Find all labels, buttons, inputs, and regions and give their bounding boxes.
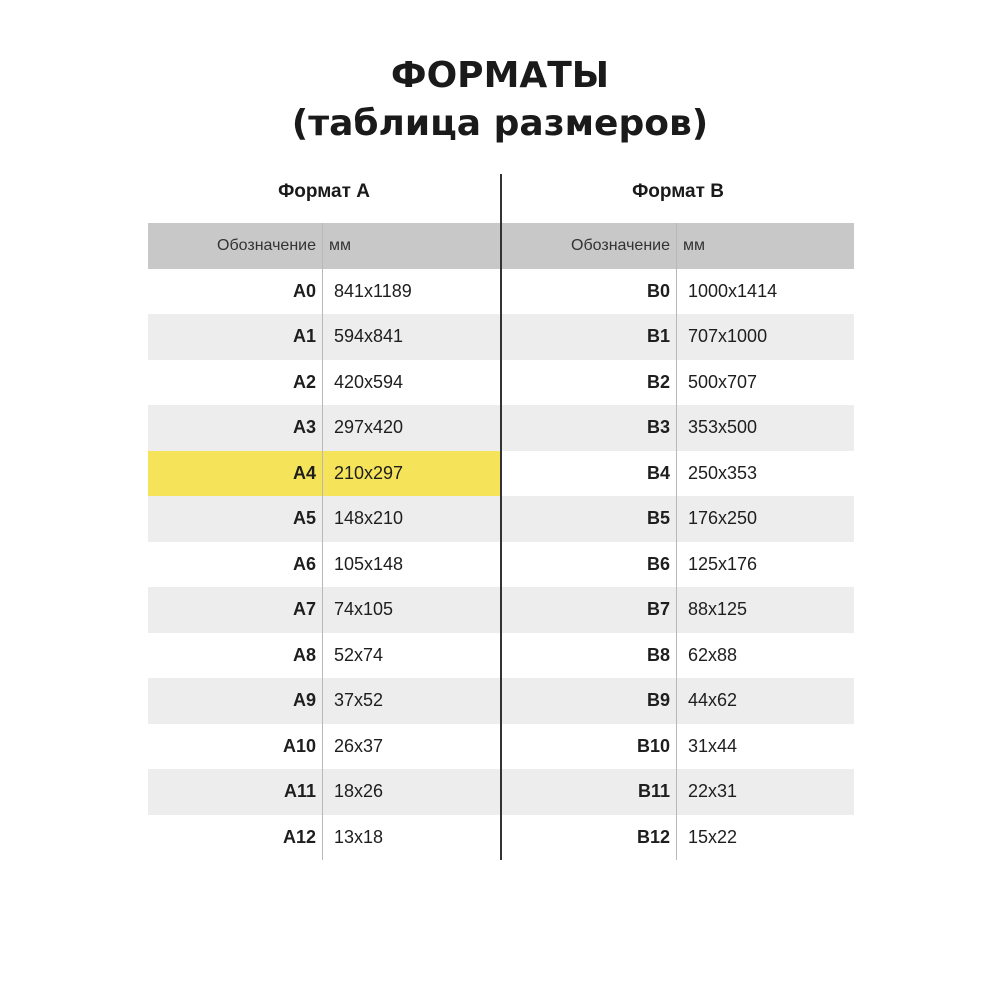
table-row: [148, 587, 500, 633]
format-name: B11: [502, 769, 677, 815]
table-row: [502, 815, 854, 861]
table-row-highlighted: [148, 451, 500, 497]
format-name: B5: [502, 496, 677, 542]
format-name: A11: [148, 769, 323, 815]
table-row: [148, 542, 500, 588]
format-name: A10: [148, 724, 323, 770]
format-size: 52x74: [334, 644, 384, 665]
format-name: B8: [502, 633, 677, 679]
format-name: A9: [148, 678, 323, 724]
table-row: [502, 405, 854, 451]
table-row: [502, 269, 854, 315]
format-name: A2: [148, 360, 323, 406]
format-name: B1: [502, 314, 677, 360]
format-name: B3: [502, 405, 677, 451]
format-size: 707x1000: [688, 326, 768, 347]
format-name: A7: [148, 587, 323, 633]
format-size: 74x105: [334, 599, 394, 620]
format-name: A1: [148, 314, 323, 360]
format-b-table: [502, 172, 854, 847]
format-name: B0: [502, 269, 677, 315]
format-size: 176x250: [688, 508, 758, 529]
format-b-heading: Формат В: [632, 181, 724, 202]
format-size: 62x88: [688, 644, 738, 665]
format-size: 420x594: [334, 371, 404, 392]
format-name: B6: [502, 542, 677, 588]
format-size: 125x176: [688, 553, 758, 574]
format-name: A6: [148, 542, 323, 588]
format-name: B2: [502, 360, 677, 406]
header-mm: мм: [329, 236, 351, 254]
format-size: 500x707: [688, 371, 758, 392]
format-size: 148x210: [334, 508, 404, 529]
table-header-row: [148, 223, 500, 269]
table-row: [502, 769, 854, 815]
format-size: 88x125: [688, 599, 748, 620]
table-row: [502, 360, 854, 406]
title-line-1: ФОРМАТЫ: [390, 55, 610, 96]
format-size: 250x353: [688, 462, 758, 483]
table-row: [148, 496, 500, 542]
format-name: B12: [502, 815, 677, 861]
format-size: 44x62: [688, 690, 738, 711]
format-size: 18x26: [334, 781, 384, 802]
format-a-rows: [148, 223, 500, 860]
format-name: B10: [502, 724, 677, 770]
table-row: [502, 451, 854, 497]
table-header-row: [502, 223, 854, 269]
format-size: 13x18: [334, 826, 384, 847]
page-title: [0, 52, 1000, 148]
format-a-table: [148, 172, 500, 847]
format-b-rows: [502, 223, 854, 860]
format-size: 1000x1414: [688, 280, 778, 301]
table-row: [148, 815, 500, 861]
format-name: A5: [148, 496, 323, 542]
header-mm: мм: [683, 236, 705, 254]
table-row: [502, 496, 854, 542]
table-row: [502, 542, 854, 588]
table-row: [148, 633, 500, 679]
format-size: 210x297: [334, 462, 404, 483]
table-row: [148, 360, 500, 406]
table-row: [148, 769, 500, 815]
format-size: 841x1189: [334, 280, 412, 301]
format-size: 353x500: [688, 417, 758, 438]
format-name: A0: [148, 269, 323, 315]
format-size: 22x31: [688, 781, 738, 802]
format-name: A3: [148, 405, 323, 451]
table-row: [502, 678, 854, 724]
format-name: A4: [148, 451, 323, 497]
table-row: [148, 269, 500, 315]
format-size: 37x52: [334, 690, 384, 711]
table-row: [148, 724, 500, 770]
format-name: A8: [148, 633, 323, 679]
title-line-2: (таблица размеров): [291, 103, 709, 144]
format-name: B7: [502, 587, 677, 633]
format-size: 26x37: [334, 735, 384, 756]
format-name: B9: [502, 678, 677, 724]
header-designation: Обозначение: [148, 223, 323, 269]
format-name: B4: [502, 451, 677, 497]
table-row: [148, 314, 500, 360]
format-size: 31x44: [688, 735, 738, 756]
format-size: 15x22: [688, 826, 738, 847]
table-row: [502, 633, 854, 679]
format-name: A12: [148, 815, 323, 861]
format-size: 594x841: [334, 326, 404, 347]
format-size: 297x420: [334, 417, 404, 438]
table-row: [502, 314, 854, 360]
table-row: [148, 678, 500, 724]
table-row: [502, 587, 854, 633]
header-designation: Обозначение: [502, 223, 677, 269]
table-row: [148, 405, 500, 451]
format-size: 105x148: [334, 553, 404, 574]
table-row: [502, 724, 854, 770]
format-a-heading: Формат А: [278, 181, 370, 202]
